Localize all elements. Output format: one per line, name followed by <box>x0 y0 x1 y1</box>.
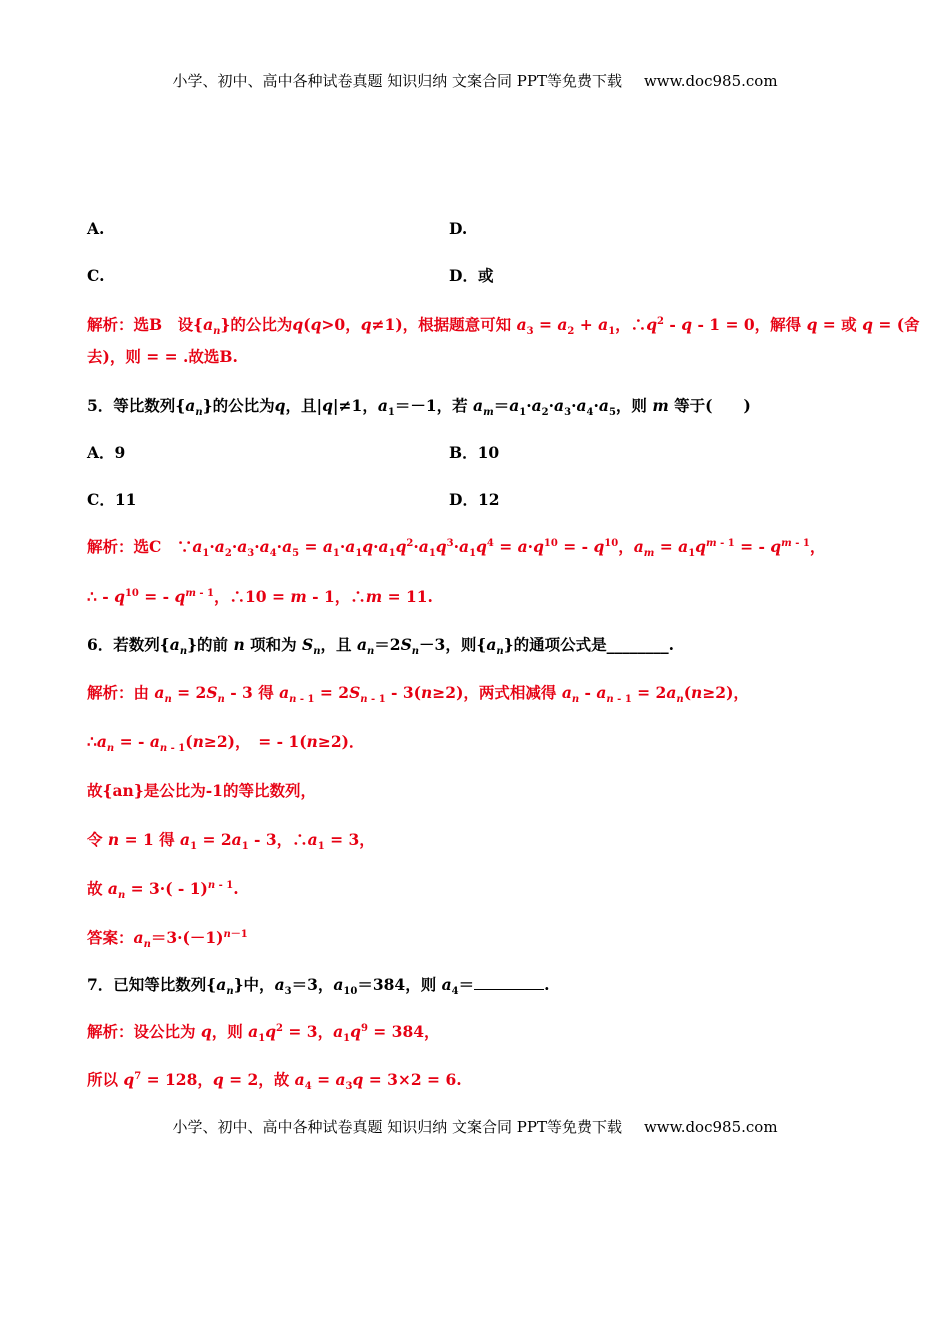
option-d: D．12 <box>449 490 500 509</box>
page-footer <box>0 1116 950 1137</box>
q7-stem: 7．已知等比数列$\{a_n\}$中，$a_3=3$，$a_{10}=384$，则 $a_4=$ . <box>87 975 550 998</box>
q5-stem: 5．等比数列$\{a_n\}$的公比为q，且|q|≠1，$a_1=-1$，若 $a_m=a_1\cdot a_2\cdot a_3\cdot a_4\cdot a_5$，则 m 等于( ) <box>87 396 751 419</box>
q4-solution-line-2: 去)，则 = = .故选B. <box>87 347 238 366</box>
q5-stem-mid: 的公比为 <box>212 396 275 415</box>
q5-solution-line-1: 解析：选C $\because a_1\cdot a_2\cdot a_3\cdot a_4\cdot a_5 = a_1\cdot a_1q\cdot a_1q^2\cdot a_1q^3\cdot a_1q^4 = a\cdot q^{10}$ = - $q^{10}$，$a_m = a_1q^{m - 1}$ = - $q^{m - 1}$， <box>87 537 826 560</box>
answer-blank[interactable]: ________ <box>606 635 669 654</box>
answer-paren: ( ) <box>705 396 751 415</box>
q5-option-a <box>87 443 125 463</box>
question-number: 5． <box>87 396 114 415</box>
q5-solution-line-2: ∴ - $q^{10}$ = - $q^{m - 1}$，∴10 = m - 1，∴m = 11. <box>87 587 433 606</box>
q4-option-d2 <box>449 266 493 286</box>
option-b: B．10 <box>449 443 500 462</box>
option-d-2: D．或 <box>449 266 494 285</box>
q5-option-d <box>449 490 500 510</box>
solution-label: 解析： <box>87 315 134 334</box>
q6-conclusion: 故{an}是公比为-1的等比数列， <box>87 781 316 800</box>
q6-stem: 6．若数列$\{a_n\}$的前 n 项和为 $S_n$，且 $a_n=2S_n-3$，则$\{a_n\}$的通项公式是________. <box>87 635 675 658</box>
q6-solution-line-3 <box>87 781 316 801</box>
solution-label: 解析： <box>87 1022 134 1041</box>
footer-text: 小学、初中、高中各种试卷真题 知识归纳 文案合同 PPT等免费下载 <box>172 1118 622 1136</box>
q7-solution-line-2: 所以 $q^7 = 128$，q = 2，故 $a_4 = a_3q = 3\times 2 = 6$. <box>87 1070 462 1093</box>
q7-solution-line-1: 解析：设公比为 q，则 $a_1q^2 = 3$，$a_1q^9 = 384$， <box>87 1022 440 1045</box>
question-number: 7． <box>87 975 114 994</box>
q4-option-row-1 <box>87 219 104 239</box>
header-url[interactable]: www.doc985.com <box>643 72 778 90</box>
q4-solution-line-1: 解析：选B 设$\{a_n\}$的公比为q(q>0，q≠1)，根据题意可知 $a_3 = a_2 + a_1$，$\therefore q^2 - q - 1 = 0$，解得 q = 或 q = (舍 <box>87 315 920 338</box>
q5-stem-start: 等比数列 <box>113 396 176 415</box>
q5-option-c <box>87 490 136 510</box>
footer-url[interactable]: www.doc985.com <box>643 1118 778 1136</box>
solution-choice: 选C <box>133 537 162 556</box>
answer-label: 答案： <box>87 928 134 947</box>
q5-option-b <box>449 443 499 463</box>
q6-solution-line-2: $\therefore a_n$ = - $a_{n - 1}(n\ge 2)$， = - 1(n≥2)． <box>87 732 365 755</box>
header-text: 小学、初中、高中各种试卷真题 知识归纳 文案合同 PPT等免费下载 <box>172 72 622 90</box>
solution-choice: 选B <box>133 315 163 334</box>
option-c: C．11 <box>87 490 137 509</box>
question-number: 6． <box>87 635 114 654</box>
q6-solution-line-1: 解析：由 $a_n = 2S_n - 3$ 得 $a_{n - 1} = 2S_{n - 1} - 3(n\ge 2)$，两式相减得 $a_n - a_{n - 1} = 2a_n(n\ge 2)$， <box>87 683 749 706</box>
option-c: C. <box>87 266 105 285</box>
q4-option-row-2 <box>87 266 104 286</box>
option-d-1: D. <box>449 219 468 238</box>
q6-solution-line-4: 令 n = 1 得 $a_1 = 2a_1 - 3$，$\therefore a_1 = 3$， <box>87 830 375 853</box>
q6-solution-line-5: 故 $a_n = 3\cdot( - 1)^{n - 1}$. <box>87 879 239 902</box>
page-header <box>0 70 950 91</box>
answer-blank[interactable] <box>474 975 544 990</box>
solution-end: 故选B. <box>188 347 238 366</box>
q6-answer: 答案：$a_n=3\cdot(-1)^{n-1}$ <box>87 928 248 951</box>
q4-option-d1 <box>449 219 467 239</box>
solution-label: 解析： <box>87 537 134 556</box>
option-a: A. <box>87 219 105 238</box>
option-a: A．9 <box>87 443 126 462</box>
